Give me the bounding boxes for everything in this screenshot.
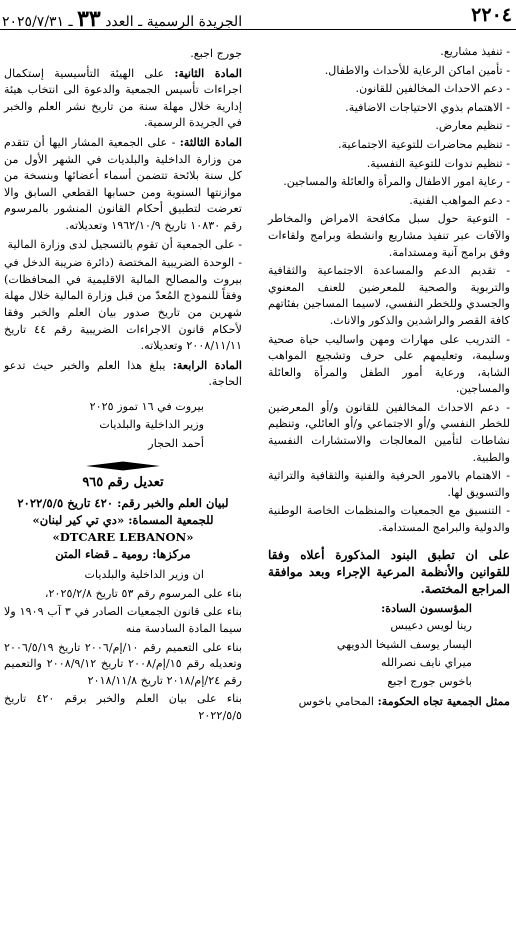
page-header xyxy=(0,0,516,30)
objective-item: - تنفيذ مشاريع. xyxy=(440,45,510,58)
article-3 xyxy=(4,134,242,235)
article-4-text: يبلغ هذا العلم والخبر حيث تدعو الحاجة. xyxy=(4,358,242,389)
objective-item: - الاهتمام بذوي الاحتياجات الاضافية. xyxy=(345,100,510,114)
objective-item: - دعم الاحداث المخالفين للقانون و/أو المعرضين للخطر النفسي و/أو الاجتماعي و/أو العائلي، وتنظيم نشاطات لتأمين المعالجات والاستشارات النفسية والطبية. xyxy=(268,400,510,464)
signature-title: وزير الداخلية والبلديات xyxy=(99,418,204,432)
founder-name: باخوس جورج اجبع xyxy=(387,675,472,688)
article-4-label: المادة الرابعة: xyxy=(172,357,243,372)
legal-basis-item: بناء على قانون الجمعيات الصادر في ٣ آب ١٩٠٩ ولا سيما المادة السادسة منه xyxy=(4,605,242,636)
signature-place-date: بيروت في ١٦ تموز ٢٠٢٥ xyxy=(89,399,204,413)
founders-list xyxy=(268,618,510,690)
objective-item: - تأمين اماكن الرعاية للأحداث والاطفال. xyxy=(324,63,510,77)
legal-basis-list xyxy=(4,586,242,725)
founder-name: اليسار يوسف الشيخا الدويهي xyxy=(336,637,472,651)
gov-representative xyxy=(268,693,510,711)
objective-item: - تقديم الدعم والمساعدة الاجتماعية والثقافية والتربوية والصحية للمعرضين للعنف المعنوي والجسدي وللخطر النفسي، لاسيما المساجين بفئاتهم كافة القصر والراشدين والذكور والاناث. xyxy=(268,264,510,327)
minister-line: ان وزير الداخلية والبلديات xyxy=(84,568,204,582)
continuation-text: جورج اجبع. xyxy=(190,47,242,60)
objective-item: - الاهتمام بالامور الحرفية والفنية والثقافية والتراثية والتسويق لها. xyxy=(268,469,510,499)
signature-name: أحمد الحجار xyxy=(148,437,204,451)
article-2-label: المادة الثانية: xyxy=(174,65,242,80)
amendment-title: تعديل رقم ٩٦٥ xyxy=(82,474,164,490)
journal-name: الجريدة الرسمية xyxy=(146,14,243,30)
objective-item: - دعم المواهب الفنية. xyxy=(409,193,510,207)
article-4 xyxy=(4,357,242,391)
objective-item: - التنسيق مع الجمعيات والمنظمات الخاصة الوطنية والدولية والبرامج المستدامة. xyxy=(268,504,510,535)
issue-number: ٣٣ xyxy=(77,6,101,32)
legal-basis-item: بناء على بيان العلم والخبر برقم ٤٢٠ تاريخ ٢٠٢٢/٥/٥ xyxy=(4,692,242,722)
article-3-registration: - على الجمعية أن تقوم بالتسجيل لدى وزارة المالية xyxy=(7,237,242,251)
article-3-tax-unit: - الوحدة الضريبية المختصة (دائرة ضريبة الدخل في بيروت والمصالح المالية الاقليمية في المحافظات) وفقاً للنموذج المُعدّ من قبل وزارة المالية خلال مهلة شهرين من تاريخ صدور بيان العلم والخبر وفقا لأحكام قانون الاجراءات الضريبية رقم ٤٤ تاريخ ٢٠٠٨/١١/١١ وتعديلاته. xyxy=(4,256,242,353)
article-3-label: المادة الثالثة: xyxy=(179,134,242,149)
objective-item: - تنظيم معارض. xyxy=(435,119,510,133)
journal-header: الجريدة الرسمية ـ العدد ٣٣ ـ ٢٠٢٥/٧/٣١ xyxy=(2,6,243,32)
objective-item: - التوعية حول سبل مكافحة الامراض والمخاطر والآفات عبر تنفيذ مشاريع وانشطة وبرامج ولقاءات وفق برامج آنية ومستدامة. xyxy=(268,212,510,259)
founder-name: رينا لويس دعيبس xyxy=(390,619,472,633)
founders-title: المؤسسون السادة: xyxy=(381,600,472,615)
article-3-text: - على الجمعية المشار اليها أن تتقدم من وزارة الداخلية والبلديات في الشهر الأول من كل سنة بلائحة تتضمن أسماء أعضائها وبنسخة من موازنتها السنوية ومن حسابها القطعي السابق والا تعرضت لتطبيق أحكام القانون المنشور بالمرسوم رقم ١٠٨٣٠ تاريخ ١٩٦٢/١٠/٩ وتعديلاته. xyxy=(4,135,242,232)
article-2-text: على الهيئة التأسيسية إستكمال اجراءات تأسيس الجمعية والدعوة الى انتخاب هيئة إدارية خلال مهلة سنة من تاريخ نشر العلم والخبر في الجريدة الرسمية. xyxy=(4,66,242,130)
objectives-list xyxy=(268,44,510,537)
amendment-subject: لبيان العلم والخبر رقم: ٤٢٠ تاريخ ٢٠٢٢/٥/٥ للجمعية المسماة: «دي تي كير لبنان» «DTCARE LEBANON» xyxy=(17,496,229,545)
page-number: ٢٢٠٤ xyxy=(471,4,512,26)
founder-name: ميراي نايف نصرالله xyxy=(381,656,472,670)
apply-notice: على ان تطبق البنود المذكورة أعلاه وفقا للقوانين والأنظمة المرعية الإجراء وبعد موافقة المراجع المختصة. xyxy=(268,547,510,596)
legal-basis-item: بناء على التعميم رقم ١٠/إم/٢٠٠٦ تاريخ ٢٠٠٦/٥/١٩ وتعديله رقم ١٥/إم/٢٠٠٨ تاريخ ٢٠٠٨/٩/١٢ والتعميم رقم ٢٤/إم/٢٠١٨ تاريخ ٢٠١٨/١١/٨ xyxy=(4,640,242,687)
amendment-headquarters: مركزها: رومية ـ قضاء المتن xyxy=(55,547,191,562)
article-2 xyxy=(4,65,242,132)
gov-rep-label: ممثل الجمعية تجاه الحكومة: xyxy=(377,693,510,708)
objective-item: - التدريب على مهارات ومهن واساليب حياة صحية وسليمة، وتعليمهم على حرف وتشجيع المواهب الشابة، ورعاية أمور الطفل والمرأة والعائلة والمساجين. xyxy=(268,332,510,396)
objective-item: - تنظيم محاضرات للتوعية الاجتماعية. xyxy=(337,137,510,151)
right-column xyxy=(268,44,510,712)
issue-label: العدد xyxy=(105,14,134,30)
issue-date: ٢٠٢٥/٧/٣١ xyxy=(2,14,65,30)
gov-rep-name: المحامي باخوس xyxy=(298,694,375,708)
section-divider-ornament xyxy=(86,461,160,471)
header-rule xyxy=(0,29,516,30)
left-column xyxy=(4,46,242,727)
objective-item: - رعاية امور الاطفال والمرأة والعائلة والمساجين. xyxy=(283,175,510,189)
legal-basis-item: بناء على المرسوم رقم ٥٣ تاريخ ٢٠٢٥/٢/٨، xyxy=(44,586,242,600)
objective-item: - دعم الاحداث المخالفين للقانون. xyxy=(355,82,510,96)
objective-item: - تنظيم ندوات للتوعية النفسية. xyxy=(366,156,510,170)
